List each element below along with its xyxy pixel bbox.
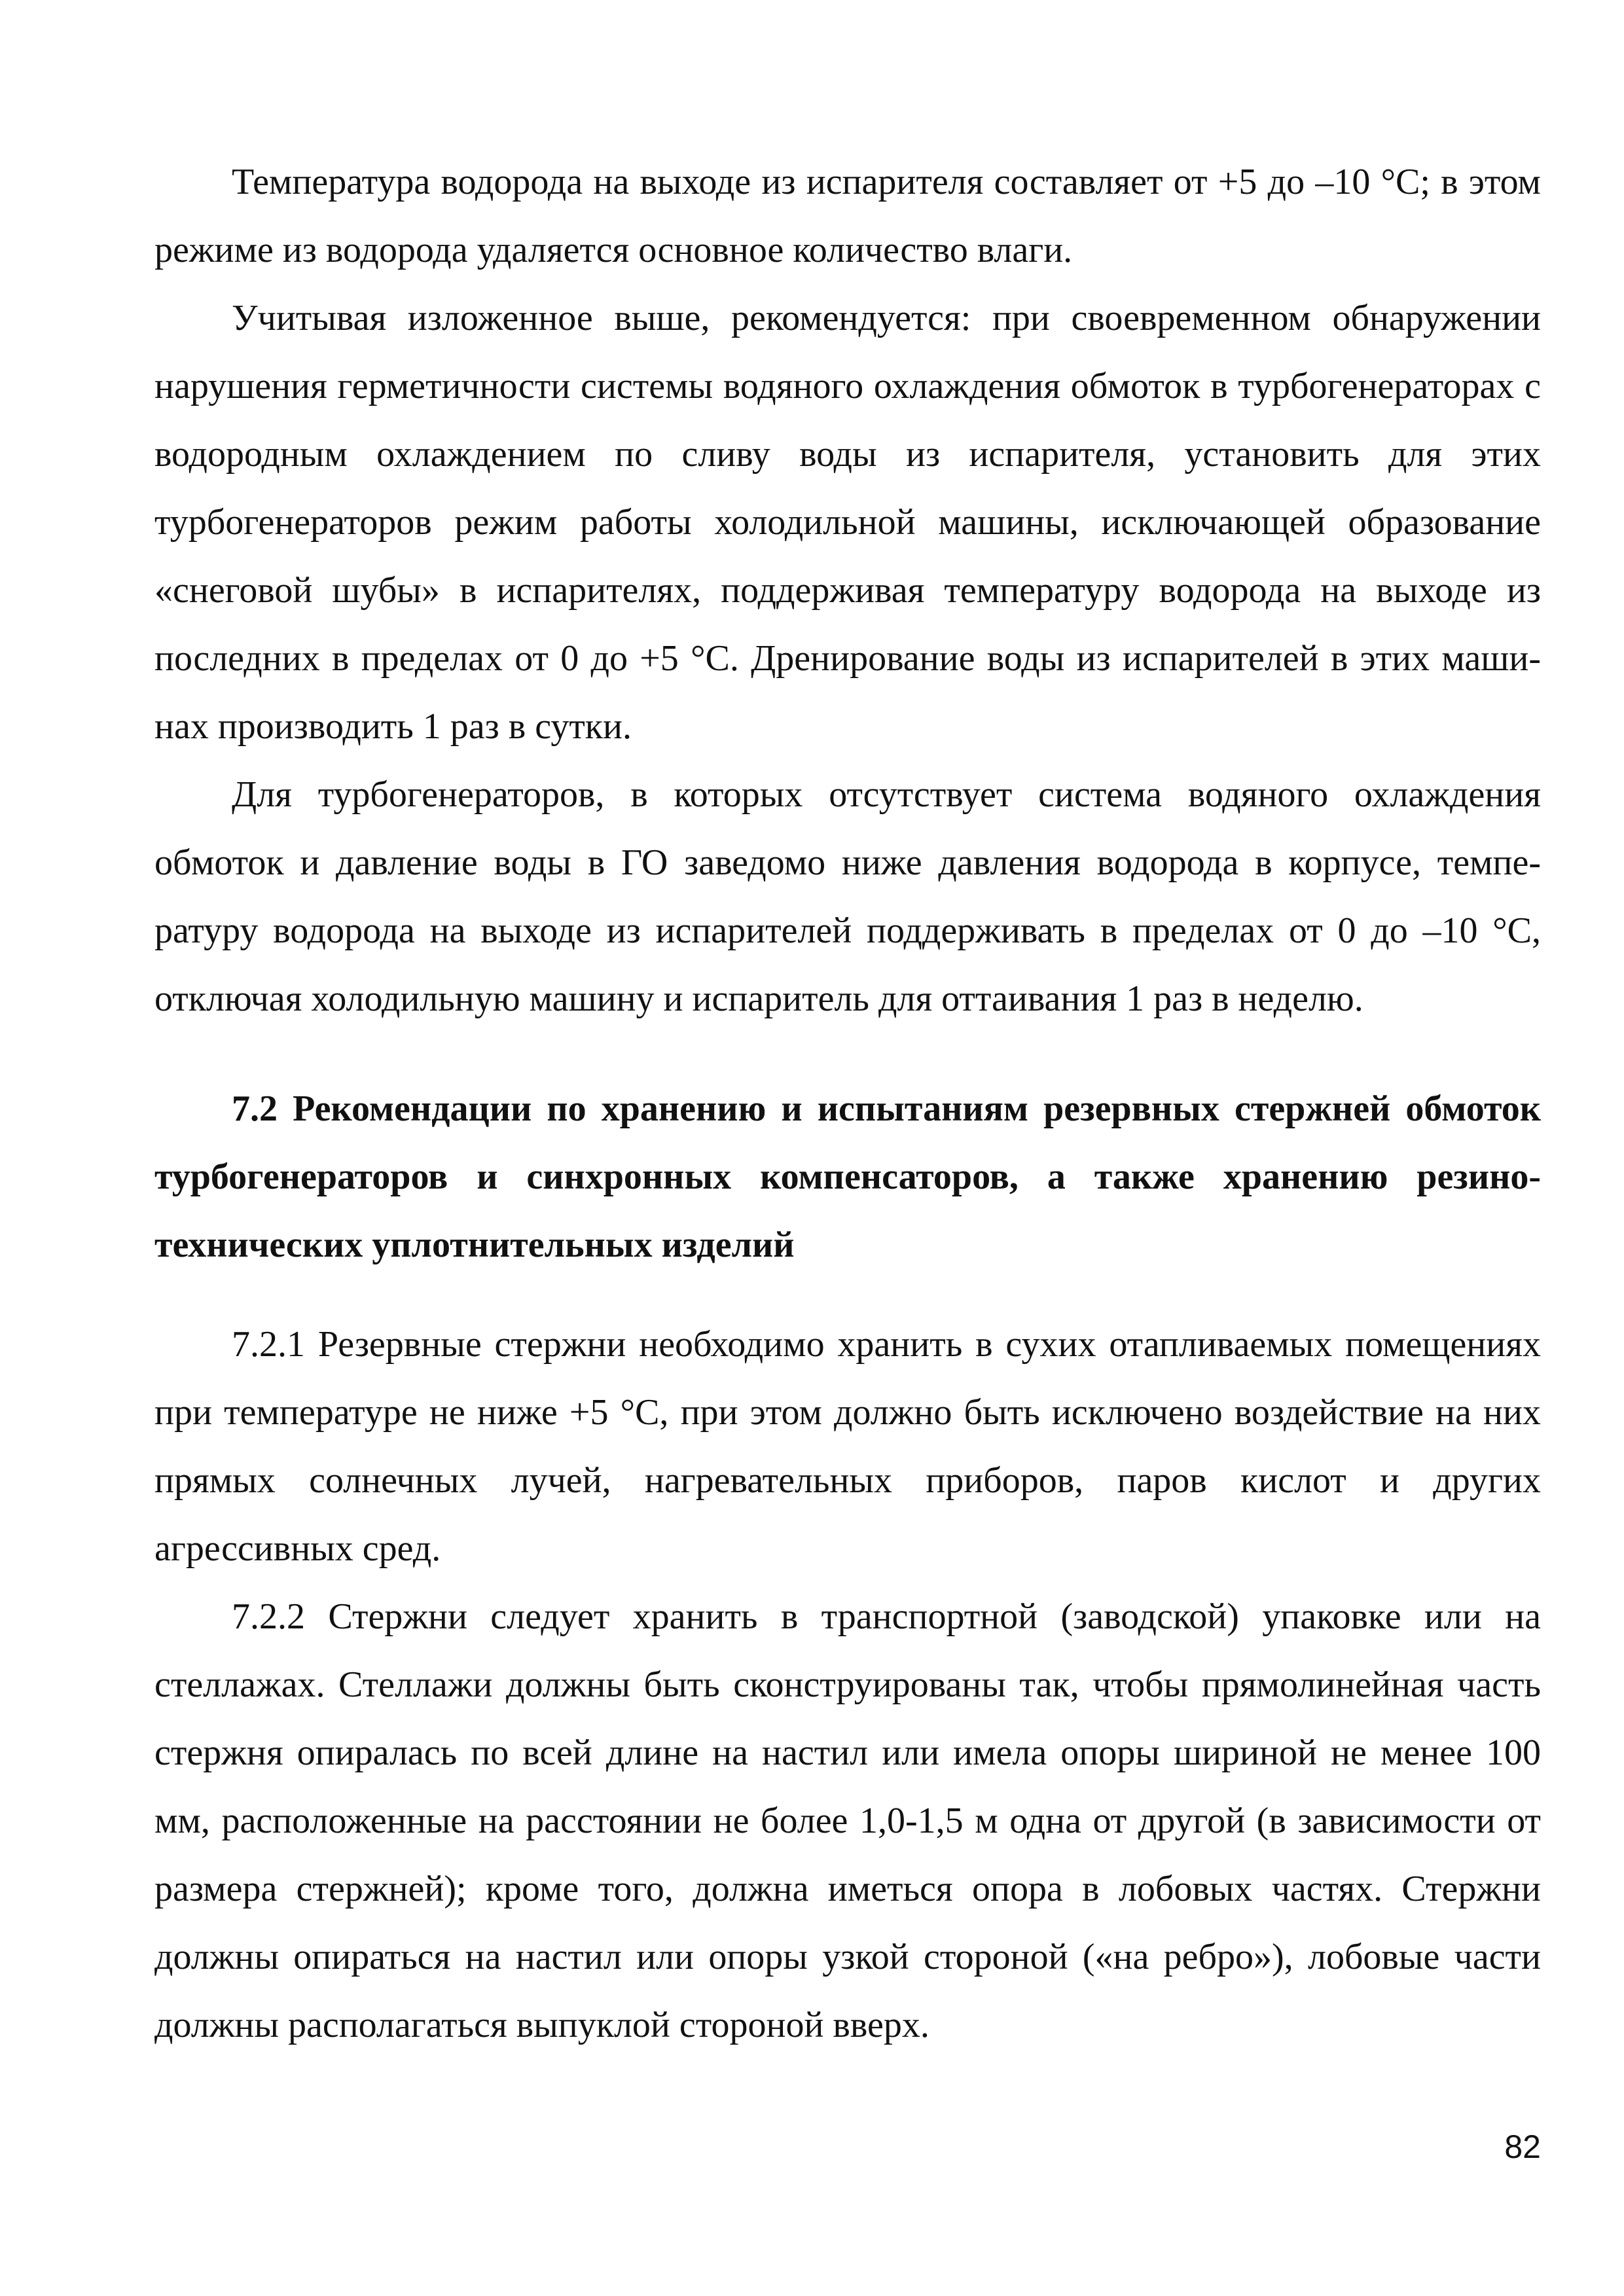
page-number: 82 <box>1504 2128 1541 2165</box>
paragraph-7-2-1: 7.2.1 Резервные стержни необходимо хранить в сухих отапливаемых помещениях при температуре не ниже +5 °С, при этом должно быть исключено воздействие на них прямых солнечных лучей, нагревательных приборов, паров кислот и других агрессивных сред. <box>154 1324 1541 1569</box>
page-content <box>154 148 1541 2059</box>
section-heading-7-2: 7.2 Рекомендации по хранению и испытаниям резервных стержней обмоток турбогенераторов и синхронных компенсаторов, а также хранению резинотехнических уплотнительных изделий <box>154 1088 1541 1265</box>
paragraph-recommendation-leak: Учитывая изложенное выше, рекомендуется: при своевременном обнаружении нарушения герметичности системы водяного охлаждения обмоток в турбогенераторах с водородным охлаждением по сливу воды из испарителя, установить для этих турбогенераторов режим работы холодильной машины, исключающей образование «снеговой шубы» в испарителях, поддерживая температуру водорода на выходе из последних в пределах от 0 до +5 °С. Дренирование воды из испарителей в этих машинах производить 1 раз в сутки. <box>154 298 1541 747</box>
paragraph-7-2-2: 7.2.2 Стержни следует хранить в транспортной (заводской) упаковке или на стеллажах. Стеллажи должны быть сконструированы так, чтобы прямолинейная часть стержня опиралась по всей длине на настил или имела опоры шириной не менее 100 мм, расположенные на расстоянии не более 1,0-1,5 м одна от другой (в зависимости от размера стержней); кроме того, должна иметься опора в лобовых частях. Стержни должны опираться на настил или опоры узкой стороной («на ребро»), лобовые части должны располагаться выпуклой стороной вверх. <box>154 1596 1541 2045</box>
paragraph-hydrogen-temperature: Температура водорода на выходе из испарителя составляет от +5 до –10 °С; в этом режиме из водорода удаляется основное количество влаги. <box>154 162 1541 270</box>
paragraph-no-water-cooling: Для турбогенераторов, в которых отсутствует система водяного охлаждения обмоток и давление воды в ГО заведомо ниже давления водорода в корпусе, температуру водорода на выходе из испарителей поддерживать в пределах от 0 до –10 °С, отключая холодильную машину и испаритель для оттаивания 1 раз в неделю. <box>154 774 1541 1019</box>
